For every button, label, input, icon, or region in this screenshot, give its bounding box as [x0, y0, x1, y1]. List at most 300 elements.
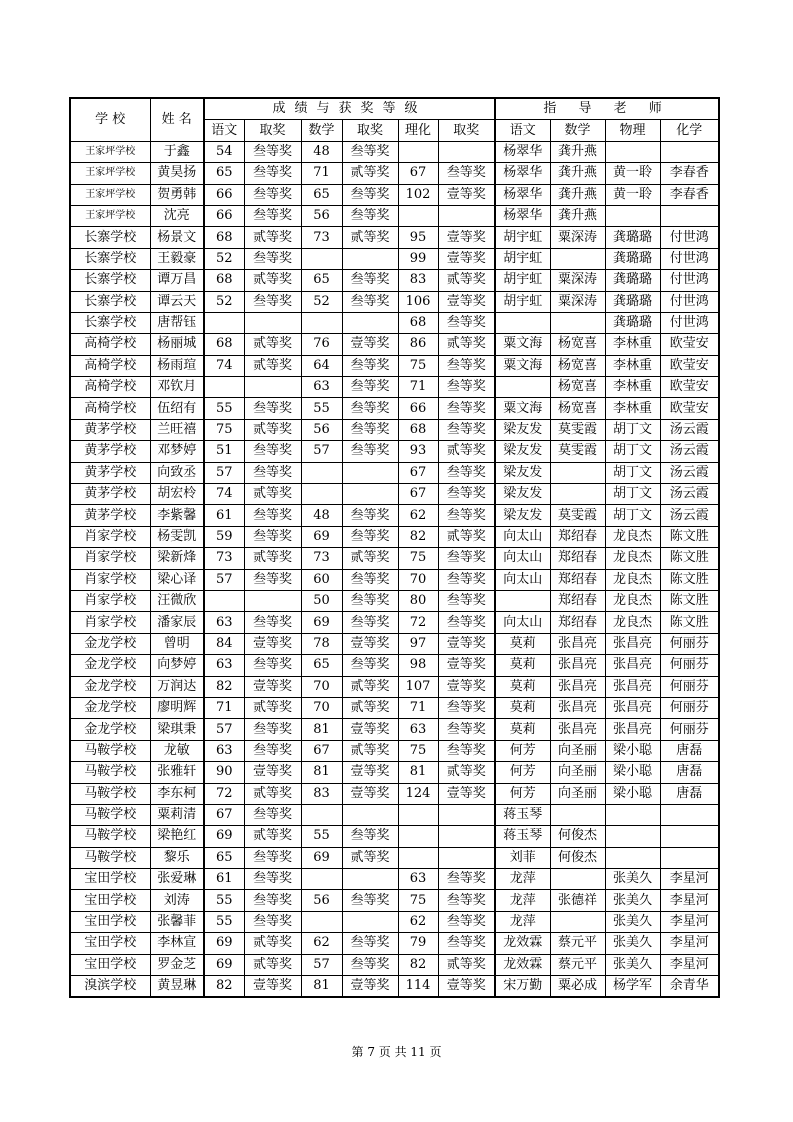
physchem-award-cell: 叁等奖 [438, 612, 495, 633]
physics-teacher-cell: 胡丁文 [605, 505, 660, 526]
table-row [70, 270, 719, 291]
math-award-cell: 贰等奖 [342, 740, 398, 761]
student-name-cell: 向致丞 [150, 462, 204, 483]
math-award-cell: 叁等奖 [342, 590, 398, 611]
student-name-cell: 谭云天 [150, 291, 204, 312]
chemistry-teacher-cell: 汤云霞 [660, 441, 719, 462]
physchem-score-cell: 81 [398, 762, 438, 783]
chinese-teacher-cell: 蒋玉琴 [495, 804, 550, 825]
math-award-cell: 叁等奖 [342, 933, 398, 954]
physics-teacher-cell: 龚璐璐 [605, 291, 660, 312]
physics-teacher-cell: 胡丁文 [605, 462, 660, 483]
chinese-teacher-cell: 刘菲 [495, 847, 550, 868]
student-name-cell: 梁心译 [150, 569, 204, 590]
physchem-award-cell: 壹等奖 [438, 227, 495, 248]
chemistry-teacher-cell: 付世鸿 [660, 312, 719, 333]
math-award-cell [342, 869, 398, 890]
chinese-award-cell: 叁等奖 [244, 441, 301, 462]
school-cell: 金龙学校 [70, 697, 150, 718]
math-score-cell: 48 [301, 505, 342, 526]
chinese-teacher-cell: 向太山 [495, 526, 550, 547]
student-name-cell: 张雅轩 [150, 762, 204, 783]
chinese-award-cell: 叁等奖 [244, 740, 301, 761]
student-name-cell: 邓钦月 [150, 377, 204, 398]
school-cell: 高椅学校 [70, 334, 150, 355]
school-cell: 马鞍学校 [70, 826, 150, 847]
table-row [70, 291, 719, 312]
chemistry-teacher-cell [660, 141, 719, 162]
school-cell: 长寨学校 [70, 291, 150, 312]
chinese-score-cell: 63 [204, 612, 244, 633]
school-cell: 马鞍学校 [70, 740, 150, 761]
math-award-cell: 叁等奖 [342, 398, 398, 419]
chinese-award-cell [244, 377, 301, 398]
chinese-teacher-cell: 宋万勤 [495, 976, 550, 998]
chinese-teacher-cell: 梁友发 [495, 419, 550, 440]
physchem-award-cell [438, 847, 495, 868]
chinese-score-header: 语文 [204, 120, 244, 141]
physics-teacher-cell: 李林重 [605, 398, 660, 419]
chemistry-teacher-cell [660, 804, 719, 825]
school-cell: 长寨学校 [70, 227, 150, 248]
student-name-cell: 汪微欣 [150, 590, 204, 611]
table-row [70, 869, 719, 890]
chinese-award-cell: 壹等奖 [244, 762, 301, 783]
chinese-teacher-cell: 莫莉 [495, 719, 550, 740]
chinese-teacher-cell: 胡宇虹 [495, 291, 550, 312]
student-name-cell: 黎乐 [150, 847, 204, 868]
physics-teacher-cell: 胡丁文 [605, 441, 660, 462]
chinese-award-cell: 叁等奖 [244, 869, 301, 890]
chinese-teacher-cell: 梁友发 [495, 441, 550, 462]
chemistry-teacher-cell: 汤云霞 [660, 484, 719, 505]
chinese-score-cell: 65 [204, 847, 244, 868]
chinese-score-cell: 73 [204, 548, 244, 569]
chinese-award-cell: 叁等奖 [244, 890, 301, 911]
chinese-teacher-cell: 向太山 [495, 548, 550, 569]
physics-teacher-cell: 张美久 [605, 869, 660, 890]
table-row [70, 312, 719, 333]
student-name-cell: 邓梦婷 [150, 441, 204, 462]
table-row [70, 719, 719, 740]
physics-teacher-cell: 龙良杰 [605, 526, 660, 547]
math-score-cell: 81 [301, 719, 342, 740]
math-award-cell: 贰等奖 [342, 548, 398, 569]
math-score-cell: 67 [301, 740, 342, 761]
physchem-score-cell: 71 [398, 697, 438, 718]
chemistry-teacher-cell: 陈文胜 [660, 612, 719, 633]
math-score-cell: 55 [301, 826, 342, 847]
chinese-teacher-cell: 蒋玉琴 [495, 826, 550, 847]
physchem-score-cell: 83 [398, 270, 438, 291]
physchem-award-cell: 叁等奖 [438, 911, 495, 932]
math-score-cell: 69 [301, 526, 342, 547]
math-score-header: 数学 [301, 120, 342, 141]
school-cell: 黄茅学校 [70, 484, 150, 505]
chinese-score-cell: 61 [204, 505, 244, 526]
math-award-cell: 叁等奖 [342, 954, 398, 975]
chemistry-teacher-cell [660, 205, 719, 226]
chinese-award-cell: 叁等奖 [244, 911, 301, 932]
chinese-score-cell: 55 [204, 890, 244, 911]
chinese-award-header: 取奖 [244, 120, 301, 141]
chinese-score-cell: 63 [204, 655, 244, 676]
student-name-cell: 曾明 [150, 633, 204, 654]
physics-teacher-cell: 张昌亮 [605, 697, 660, 718]
chinese-award-cell: 壹等奖 [244, 633, 301, 654]
chinese-award-cell: 叁等奖 [244, 526, 301, 547]
chinese-score-cell: 84 [204, 633, 244, 654]
physics-teacher-cell: 李林重 [605, 355, 660, 376]
physchem-score-cell: 75 [398, 740, 438, 761]
math-teacher-cell: 向圣丽 [550, 740, 605, 761]
physchem-score-cell: 114 [398, 976, 438, 998]
chinese-score-cell: 82 [204, 676, 244, 697]
scores-group-header: 成绩与获奖等级 [204, 98, 495, 120]
physchem-award-cell: 叁等奖 [438, 697, 495, 718]
math-award-cell [342, 248, 398, 269]
math-award-cell: 叁等奖 [342, 569, 398, 590]
chemistry-teacher-cell: 余青华 [660, 976, 719, 998]
chinese-teacher-cell: 龙萍 [495, 890, 550, 911]
chinese-teacher-cell: 何芳 [495, 783, 550, 804]
physics-teacher-cell: 龙良杰 [605, 569, 660, 590]
physchem-score-cell: 106 [398, 291, 438, 312]
math-score-cell: 56 [301, 205, 342, 226]
table-row [70, 441, 719, 462]
school-cell: 王家坪学校 [70, 163, 150, 184]
chinese-score-cell: 90 [204, 762, 244, 783]
chinese-score-cell: 82 [204, 976, 244, 998]
table-row [70, 548, 719, 569]
math-score-cell: 56 [301, 419, 342, 440]
chinese-award-cell: 叁等奖 [244, 141, 301, 162]
school-cell: 宝田学校 [70, 933, 150, 954]
teachers-group-header: 指 导 老 师 [495, 98, 719, 120]
math-teacher-cell: 莫雯霞 [550, 441, 605, 462]
student-name-cell: 潘家辰 [150, 612, 204, 633]
student-name-cell: 梁新烽 [150, 548, 204, 569]
physics-teacher-cell [605, 804, 660, 825]
table-row [70, 655, 719, 676]
math-score-cell: 55 [301, 398, 342, 419]
school-cell: 金龙学校 [70, 655, 150, 676]
student-name-cell: 伍绍有 [150, 398, 204, 419]
student-name-cell: 刘涛 [150, 890, 204, 911]
math-teacher-cell [550, 484, 605, 505]
chinese-teacher-cell: 梁友发 [495, 484, 550, 505]
physchem-award-cell: 贰等奖 [438, 762, 495, 783]
school-cell: 王家坪学校 [70, 184, 150, 205]
math-teacher-cell: 张昌亮 [550, 697, 605, 718]
school-cell: 马鞍学校 [70, 847, 150, 868]
chinese-award-cell: 贰等奖 [244, 227, 301, 248]
physics-teacher-cell: 杨学军 [605, 976, 660, 998]
table-row [70, 184, 719, 205]
student-name-cell: 梁琪秉 [150, 719, 204, 740]
chinese-award-cell: 贰等奖 [244, 933, 301, 954]
chinese-award-cell: 叁等奖 [244, 248, 301, 269]
math-score-cell: 69 [301, 847, 342, 868]
chinese-score-cell: 67 [204, 804, 244, 825]
math-teacher-cell [550, 248, 605, 269]
physchem-score-cell: 67 [398, 163, 438, 184]
table-row [70, 911, 719, 932]
chinese-award-cell: 壹等奖 [244, 676, 301, 697]
chinese-award-cell: 叁等奖 [244, 398, 301, 419]
math-score-cell: 50 [301, 590, 342, 611]
physchem-score-cell: 93 [398, 441, 438, 462]
physchem-award-cell: 贰等奖 [438, 526, 495, 547]
chemistry-teacher-cell: 唐磊 [660, 783, 719, 804]
table-row [70, 141, 719, 162]
chemistry-teacher-cell: 李春香 [660, 163, 719, 184]
table-row [70, 783, 719, 804]
physchem-score-cell: 82 [398, 954, 438, 975]
chinese-teacher-cell: 莫莉 [495, 655, 550, 676]
chinese-award-cell: 贰等奖 [244, 419, 301, 440]
math-score-cell: 64 [301, 355, 342, 376]
chinese-award-cell: 叁等奖 [244, 205, 301, 226]
physics-teacher-cell: 李林重 [605, 334, 660, 355]
physics-teacher-cell: 胡丁文 [605, 484, 660, 505]
physchem-score-cell: 86 [398, 334, 438, 355]
school-cell: 高椅学校 [70, 377, 150, 398]
chinese-award-cell: 贰等奖 [244, 334, 301, 355]
student-name-cell: 廖明辉 [150, 697, 204, 718]
math-award-cell [342, 804, 398, 825]
chinese-score-cell: 52 [204, 291, 244, 312]
physics-teacher-cell: 龙良杰 [605, 612, 660, 633]
chemistry-teacher-cell: 李星河 [660, 933, 719, 954]
chinese-award-cell: 贰等奖 [244, 826, 301, 847]
math-award-cell: 叁等奖 [342, 205, 398, 226]
results-table [69, 97, 720, 998]
physchem-award-cell: 叁等奖 [438, 163, 495, 184]
math-score-cell: 65 [301, 270, 342, 291]
student-name-cell: 万润达 [150, 676, 204, 697]
math-score-cell: 76 [301, 334, 342, 355]
chinese-award-cell: 贰等奖 [244, 783, 301, 804]
chemistry-teacher-cell [660, 826, 719, 847]
chinese-score-cell: 69 [204, 933, 244, 954]
school-cell: 宝田学校 [70, 890, 150, 911]
math-award-cell: 叁等奖 [342, 377, 398, 398]
math-teacher-cell: 张昌亮 [550, 655, 605, 676]
math-teacher-cell: 蔡元平 [550, 954, 605, 975]
chinese-award-cell: 贰等奖 [244, 697, 301, 718]
math-award-cell [342, 484, 398, 505]
math-score-cell: 48 [301, 141, 342, 162]
physchem-award-cell: 叁等奖 [438, 462, 495, 483]
math-teacher-cell: 张昌亮 [550, 676, 605, 697]
physchem-award-cell: 叁等奖 [438, 590, 495, 611]
math-teacher-cell: 莫雯霞 [550, 419, 605, 440]
chinese-teacher-cell: 向太山 [495, 612, 550, 633]
school-cell: 高椅学校 [70, 355, 150, 376]
math-award-cell: 贰等奖 [342, 697, 398, 718]
physics-teacher-cell: 张昌亮 [605, 633, 660, 654]
math-score-cell: 60 [301, 569, 342, 590]
physchem-score-cell: 75 [398, 548, 438, 569]
chinese-award-cell: 叁等奖 [244, 163, 301, 184]
school-cell: 黄茅学校 [70, 505, 150, 526]
table-row [70, 954, 719, 975]
physchem-award-cell: 壹等奖 [438, 655, 495, 676]
student-name-cell: 杨雨瑄 [150, 355, 204, 376]
school-cell: 长寨学校 [70, 270, 150, 291]
math-score-cell: 70 [301, 676, 342, 697]
physics-teacher-cell: 龙良杰 [605, 590, 660, 611]
table-body [70, 141, 719, 997]
chinese-score-cell: 59 [204, 526, 244, 547]
chemistry-teacher-cell: 李星河 [660, 890, 719, 911]
physchem-award-cell: 叁等奖 [438, 398, 495, 419]
chinese-award-cell: 壹等奖 [244, 976, 301, 998]
table-row [70, 697, 719, 718]
physchem-score-cell: 63 [398, 869, 438, 890]
physics-teacher-cell: 梁小聪 [605, 740, 660, 761]
chinese-award-cell: 贰等奖 [244, 484, 301, 505]
school-cell: 肖家学校 [70, 526, 150, 547]
school-cell: 溴滨学校 [70, 976, 150, 998]
math-teacher-cell: 莫雯霞 [550, 505, 605, 526]
chemistry-teacher-cell: 唐磊 [660, 762, 719, 783]
table-row [70, 740, 719, 761]
chemistry-teacher-cell: 付世鸿 [660, 270, 719, 291]
math-score-cell: 69 [301, 612, 342, 633]
chinese-teacher-cell: 胡宇虹 [495, 248, 550, 269]
chinese-score-cell: 69 [204, 954, 244, 975]
chinese-award-cell: 贰等奖 [244, 954, 301, 975]
chinese-score-cell: 68 [204, 334, 244, 355]
school-cell: 金龙学校 [70, 719, 150, 740]
physics-teacher-cell: 龙良杰 [605, 548, 660, 569]
student-name-cell: 贺勇韩 [150, 184, 204, 205]
math-award-cell [342, 462, 398, 483]
chinese-teacher-cell [495, 377, 550, 398]
math-score-cell: 83 [301, 783, 342, 804]
chinese-award-cell [244, 590, 301, 611]
physchem-score-cell: 102 [398, 184, 438, 205]
chinese-score-cell: 61 [204, 869, 244, 890]
physchem-score-cell [398, 804, 438, 825]
physics-teacher-cell: 张美久 [605, 890, 660, 911]
chinese-score-cell [204, 377, 244, 398]
physchem-award-cell: 壹等奖 [438, 184, 495, 205]
chinese-teacher-cell: 龙效霖 [495, 933, 550, 954]
physics-teacher-cell: 龚璐璐 [605, 248, 660, 269]
chemistry-teacher-cell: 汤云霞 [660, 462, 719, 483]
student-name-cell: 唐帮钰 [150, 312, 204, 333]
math-score-cell: 63 [301, 377, 342, 398]
physchem-score-header: 理化 [398, 120, 438, 141]
math-teacher-cell: 粟必成 [550, 976, 605, 998]
chinese-award-cell [244, 312, 301, 333]
chemistry-teacher-cell: 汤云霞 [660, 505, 719, 526]
school-cell: 宝田学校 [70, 869, 150, 890]
math-score-cell: 70 [301, 697, 342, 718]
math-score-cell [301, 248, 342, 269]
chinese-teacher-cell: 何芳 [495, 740, 550, 761]
chinese-teacher-cell: 莫莉 [495, 697, 550, 718]
math-award-cell: 壹等奖 [342, 719, 398, 740]
physchem-score-cell: 70 [398, 569, 438, 590]
chinese-score-cell: 66 [204, 205, 244, 226]
math-award-cell: 贰等奖 [342, 227, 398, 248]
chemistry-teacher-cell: 李春香 [660, 184, 719, 205]
chinese-score-cell: 65 [204, 163, 244, 184]
chinese-teacher-cell: 杨翠华 [495, 163, 550, 184]
math-teacher-cell: 何俊杰 [550, 826, 605, 847]
physchem-award-cell: 叁等奖 [438, 548, 495, 569]
physchem-award-cell: 壹等奖 [438, 783, 495, 804]
school-cell: 肖家学校 [70, 590, 150, 611]
physics-teacher-cell: 李林重 [605, 377, 660, 398]
chinese-score-cell [204, 312, 244, 333]
chinese-teacher-header: 语文 [495, 120, 550, 141]
chemistry-teacher-cell: 付世鸿 [660, 291, 719, 312]
chemistry-teacher-cell: 何丽芬 [660, 676, 719, 697]
physics-teacher-cell: 张美久 [605, 933, 660, 954]
physchem-score-cell: 67 [398, 462, 438, 483]
physchem-score-cell: 62 [398, 911, 438, 932]
school-cell: 宝田学校 [70, 954, 150, 975]
math-award-cell: 贰等奖 [342, 163, 398, 184]
chinese-award-cell: 叁等奖 [244, 719, 301, 740]
physchem-score-cell: 63 [398, 719, 438, 740]
physchem-award-cell [438, 804, 495, 825]
table-row [70, 976, 719, 998]
chemistry-teacher-cell: 欧莹安 [660, 377, 719, 398]
physchem-score-cell: 72 [398, 612, 438, 633]
chinese-teacher-cell: 龙萍 [495, 911, 550, 932]
chinese-score-cell: 52 [204, 248, 244, 269]
physchem-award-header: 取奖 [438, 120, 495, 141]
math-score-cell: 57 [301, 954, 342, 975]
chinese-score-cell: 57 [204, 462, 244, 483]
table-row [70, 462, 719, 483]
chinese-award-cell: 叁等奖 [244, 804, 301, 825]
student-name-cell: 杨丽城 [150, 334, 204, 355]
school-cell: 黄茅学校 [70, 441, 150, 462]
physics-teacher-cell [605, 847, 660, 868]
math-score-cell: 56 [301, 890, 342, 911]
chinese-score-cell [204, 590, 244, 611]
math-teacher-cell: 粟深涛 [550, 291, 605, 312]
math-award-cell [342, 911, 398, 932]
physics-teacher-cell [605, 141, 660, 162]
physchem-award-cell [438, 826, 495, 847]
physchem-score-cell: 68 [398, 419, 438, 440]
math-teacher-cell: 粟深涛 [550, 270, 605, 291]
math-score-cell [301, 484, 342, 505]
school-cell: 王家坪学校 [70, 205, 150, 226]
chinese-award-cell: 叁等奖 [244, 291, 301, 312]
school-cell: 金龙学校 [70, 676, 150, 697]
physics-teacher-cell: 龚璐璐 [605, 312, 660, 333]
math-award-cell: 壹等奖 [342, 976, 398, 998]
chinese-score-cell: 51 [204, 441, 244, 462]
school-cell: 马鞍学校 [70, 783, 150, 804]
physchem-award-cell: 叁等奖 [438, 740, 495, 761]
chinese-teacher-cell: 杨翠华 [495, 205, 550, 226]
math-teacher-cell: 龚升燕 [550, 205, 605, 226]
math-award-cell: 叁等奖 [342, 890, 398, 911]
chemistry-teacher-cell [660, 847, 719, 868]
physchem-score-cell: 71 [398, 377, 438, 398]
school-cell: 肖家学校 [70, 612, 150, 633]
